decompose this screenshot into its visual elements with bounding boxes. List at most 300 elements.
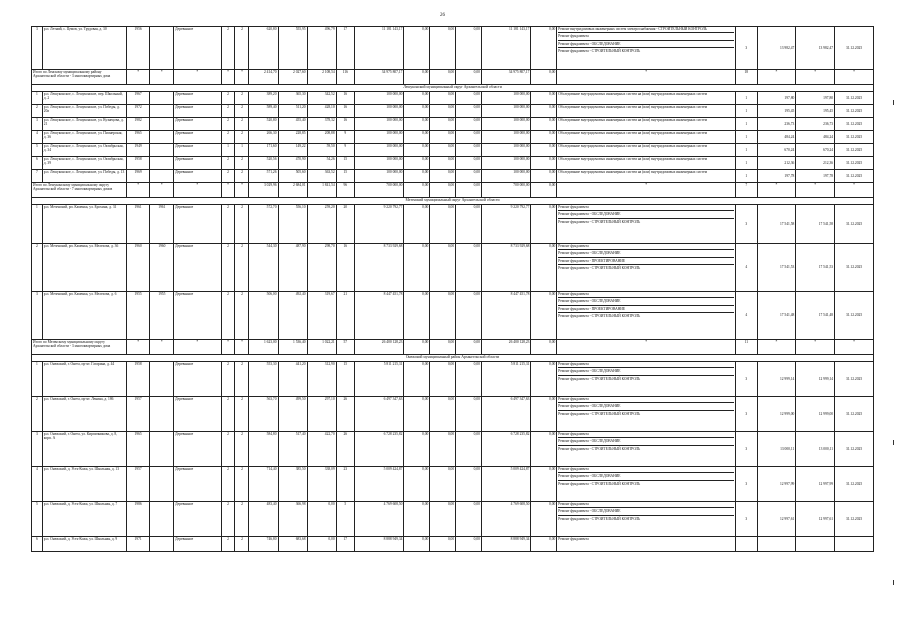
table-cell: 1958 bbox=[126, 362, 150, 397]
table-cell: 1961 bbox=[150, 205, 174, 244]
table-cell: 2 bbox=[221, 397, 235, 432]
table-cell: 3 bbox=[736, 432, 758, 467]
table-cell: 2 bbox=[221, 205, 235, 244]
table-cell: 1971 bbox=[126, 537, 150, 552]
table-cell: 6 728 235,82 bbox=[481, 432, 531, 467]
table-row bbox=[32, 205, 874, 244]
table-cell: 0,00 bbox=[456, 292, 482, 340]
table-cell: 100 000,00 bbox=[481, 105, 531, 118]
work-item: Ремонт фундамента - ОБСЛЕДОВАНИЕ bbox=[558, 369, 734, 375]
table-cell: 5 bbox=[32, 144, 43, 157]
table-cell: р.п. Лешуконское, с. Лешуконское, ул. Октябрьская, д. 34 bbox=[42, 144, 126, 157]
table-cell: 1960 bbox=[150, 244, 174, 292]
table-cell: 197,78 bbox=[757, 170, 796, 183]
table-cell: 20 bbox=[336, 205, 354, 244]
table-cell: 6 497 347,63 bbox=[354, 397, 404, 432]
table-cell: 700 000,00 bbox=[481, 183, 531, 198]
table-cell: 0,00 bbox=[531, 537, 557, 552]
table-cell: 31.12.2025 bbox=[835, 157, 874, 170]
table-cell: 5 009 424,87 bbox=[481, 467, 531, 502]
table-cell: 116 bbox=[336, 70, 354, 85]
table-cell: 0,00 bbox=[404, 118, 430, 131]
table-cell: 0,00 bbox=[531, 105, 557, 118]
table-cell: р.п. Онежский, г. Онега, пр-кт. Гагарина, д. 44 bbox=[42, 362, 126, 397]
table-cell: 195,45 bbox=[796, 105, 835, 118]
table-cell: 17 bbox=[336, 537, 354, 552]
section-header-row bbox=[32, 355, 874, 362]
table-cell: 571,26 bbox=[249, 170, 278, 183]
table-cell: 517,40 bbox=[278, 432, 307, 467]
table-row bbox=[32, 502, 874, 537]
works-cell bbox=[557, 205, 736, 244]
table-cell: Итого по Ленскому муниципальному району Архангельской области - 3 многоквартирных дома bbox=[32, 70, 127, 85]
table-cell: 171,60 bbox=[249, 144, 278, 157]
table-cell: 484,24 bbox=[757, 131, 796, 144]
table-cell: 0,00 bbox=[430, 70, 456, 85]
table-cell: 0,00 bbox=[430, 467, 456, 502]
table-cell: 6 bbox=[32, 157, 43, 170]
table-cell: 2 bbox=[221, 27, 235, 70]
table-cell: 31.12.2025 bbox=[835, 105, 874, 118]
table-cell: 11 bbox=[736, 340, 758, 355]
table-cell: 484,24 bbox=[796, 131, 835, 144]
table-cell: * bbox=[757, 183, 796, 198]
table-cell: 0,00 bbox=[531, 92, 557, 105]
work-item: Ремонт фундамента bbox=[558, 537, 589, 541]
table-cell: * bbox=[796, 340, 835, 355]
table-cell: 389,20 bbox=[249, 92, 278, 105]
table-cell bbox=[150, 170, 174, 183]
table-cell: 338,09 bbox=[307, 467, 336, 502]
table-cell: р.п. Лешуконское, с. Лешуконское, ул. Октябрьская, д. 39 bbox=[42, 157, 126, 170]
table-cell bbox=[150, 537, 174, 552]
table-cell: 4 bbox=[32, 467, 43, 502]
table-cell: 0,00 bbox=[430, 340, 456, 355]
table-cell: 1967 bbox=[126, 92, 150, 105]
table-cell: * bbox=[835, 70, 874, 85]
table-cell: 1956 bbox=[126, 27, 150, 70]
table-cell: р.п. Мезенский, рп. Каменка, ул. Ерохина, д. 31 bbox=[42, 205, 126, 244]
table-cell: * bbox=[235, 70, 249, 85]
table-cell: 266,30 bbox=[249, 131, 278, 144]
table-cell: 197,80 bbox=[757, 92, 796, 105]
table-cell bbox=[150, 467, 174, 502]
table-cell: Деревянное bbox=[174, 537, 221, 552]
table-cell: 100 000,00 bbox=[481, 157, 531, 170]
table-cell: 1965 bbox=[126, 432, 150, 467]
table-cell: 17 541,58 bbox=[757, 205, 796, 244]
total-row bbox=[32, 70, 874, 85]
table-cell: 26 bbox=[336, 397, 354, 432]
table-cell: Деревянное bbox=[174, 292, 221, 340]
table-cell: р.п. Лешуконское, с. Лешуконское, ул. Кузнецова, д. 21 bbox=[42, 118, 126, 131]
table-cell: 0,00 bbox=[531, 467, 557, 502]
table-cell: 195,45 bbox=[757, 105, 796, 118]
table-cell: 0,00 bbox=[404, 70, 430, 85]
table-cell: 12 997,99 bbox=[757, 467, 796, 502]
table-cell: Деревянное bbox=[174, 144, 221, 157]
register-table bbox=[31, 26, 874, 552]
table-cell: * bbox=[757, 340, 796, 355]
table-cell: 0,00 bbox=[531, 244, 557, 292]
table-cell bbox=[150, 118, 174, 131]
table-cell: 0,00 bbox=[404, 467, 430, 502]
table-cell: 1 bbox=[32, 92, 43, 105]
table-cell: 100 000,00 bbox=[354, 92, 404, 105]
table-cell: 1 841,54 bbox=[307, 183, 336, 198]
works-cell bbox=[557, 362, 736, 397]
table-cell: 492,40 bbox=[278, 292, 307, 340]
table-cell: 0,00 bbox=[456, 170, 482, 183]
table-cell: р.п. Онежский, д. Усть-Кожа, ул. Школьная, д. 7 bbox=[42, 502, 126, 537]
table-cell: 1 bbox=[32, 362, 43, 397]
work-item: Ремонт фундамента bbox=[558, 397, 734, 403]
table-cell: 511,20 bbox=[278, 105, 307, 118]
table-cell: 2 bbox=[235, 537, 249, 552]
table-cell: Обследование внутридомовых инженерных систем на (или) внутридомовых инженерных систем bbox=[557, 105, 736, 118]
table-cell: Деревянное bbox=[174, 397, 221, 432]
table-cell: * bbox=[150, 340, 174, 355]
table-cell: 670,24 bbox=[757, 144, 796, 157]
margin-mark bbox=[893, 440, 894, 445]
work-item: Ремонт фундамента - ПРОЕКТИРОВАНИЕ bbox=[558, 307, 734, 313]
table-cell: 1 022,21 bbox=[307, 340, 336, 355]
table-cell: 3 bbox=[32, 432, 43, 467]
table-cell: 17 541,48 bbox=[757, 292, 796, 340]
table-cell: 197,80 bbox=[796, 92, 835, 105]
table-cell: 378,32 bbox=[307, 118, 336, 131]
table-cell: Итого по Лешуконскому муниципальному округу Архангельской области - 7 многоквартирных домов bbox=[32, 183, 127, 198]
table-cell: 8 447 451,78 bbox=[354, 292, 404, 340]
table-cell: 9 bbox=[336, 131, 354, 144]
register-body bbox=[32, 27, 874, 552]
table-cell: * bbox=[835, 183, 874, 198]
table-cell: 0,00 bbox=[430, 118, 456, 131]
table-cell: 12 997,99 bbox=[796, 467, 835, 502]
table-cell: 0,00 bbox=[531, 340, 557, 355]
table-cell: 4 769 608,50 bbox=[354, 502, 404, 537]
table-cell: 0,00 bbox=[531, 432, 557, 467]
table-cell: 0,00 bbox=[430, 432, 456, 467]
table-cell: 2 bbox=[32, 397, 43, 432]
table-cell: 100 000,00 bbox=[481, 118, 531, 131]
table-cell bbox=[757, 537, 796, 552]
table-cell: 520,80 bbox=[249, 118, 278, 131]
table-cell: 31.12.2025 bbox=[835, 170, 874, 183]
table-cell: 2 bbox=[235, 170, 249, 183]
table-cell: 31.12.2025 bbox=[835, 92, 874, 105]
table-cell: 470,90 bbox=[278, 157, 307, 170]
table-cell: 714,40 bbox=[249, 467, 278, 502]
table-cell: 0,00 bbox=[456, 183, 482, 198]
table-cell: 506,00 bbox=[249, 292, 278, 340]
work-item: Ремонт фундамента - ОБСЛЕДОВАНИЕ bbox=[558, 509, 734, 515]
table-cell: 0,00 bbox=[430, 244, 456, 292]
table-cell: 0,00 bbox=[307, 502, 336, 537]
work-item: Ремонт фундамента bbox=[558, 502, 734, 508]
table-cell: 319,67 bbox=[307, 292, 336, 340]
table-cell: 23 bbox=[336, 467, 354, 502]
table-cell: р.п. Лешуконское, с. Лешуконское, пер. Школьный, д. 2 bbox=[42, 92, 126, 105]
work-item: Ремонт фундамента - СТРОИТЕЛЬНЫЙ КОНТРОЛЬ bbox=[558, 266, 641, 271]
table-cell: * bbox=[235, 340, 249, 355]
table-cell bbox=[150, 157, 174, 170]
table-cell: 13 982,47 bbox=[757, 27, 796, 70]
table-cell: 0,00 bbox=[430, 502, 456, 537]
table-cell: 1958 bbox=[126, 157, 150, 170]
table-cell: 365,30 bbox=[278, 92, 307, 105]
table-cell: 2 bbox=[221, 432, 235, 467]
table-cell: 0,00 bbox=[456, 27, 482, 70]
table-row bbox=[32, 105, 874, 118]
table-cell: 2 bbox=[221, 362, 235, 397]
table-cell: * bbox=[757, 70, 796, 85]
works-cell bbox=[557, 502, 736, 537]
table-cell: 298,70 bbox=[307, 244, 336, 292]
table-cell: 746,80 bbox=[249, 537, 278, 552]
table-cell: 1 bbox=[221, 144, 235, 157]
table-cell: 2 bbox=[221, 244, 235, 292]
table-cell: 2 bbox=[221, 292, 235, 340]
table-cell: р.п. Лешуконское, с. Лешуконское, ул. Победы, д. 20а bbox=[42, 105, 126, 118]
table-cell: 0,00 bbox=[404, 432, 430, 467]
table-cell: 212,36 bbox=[796, 157, 835, 170]
table-cell: 3 bbox=[736, 467, 758, 502]
table-cell: 197,78 bbox=[796, 170, 835, 183]
table-cell: 2 bbox=[235, 432, 249, 467]
table-cell: 236,73 bbox=[796, 118, 835, 131]
table-cell: 0,00 bbox=[430, 205, 456, 244]
table-cell: 7 bbox=[32, 170, 43, 183]
work-item: Ремонт фундамента - ОБСЛЕДОВАНИЕ bbox=[558, 42, 734, 48]
table-cell: 0,00 bbox=[531, 362, 557, 397]
table-cell: 2 108,54 bbox=[307, 70, 336, 85]
table-cell: Деревянное bbox=[174, 27, 221, 70]
table-cell: 2 414,70 bbox=[249, 70, 278, 85]
table-cell: 496,79 bbox=[307, 27, 336, 70]
table-cell: 212,36 bbox=[757, 157, 796, 170]
table-cell: 3 bbox=[32, 118, 43, 131]
table-cell: 100 000,00 bbox=[354, 157, 404, 170]
table-cell: 3 bbox=[736, 362, 758, 397]
table-cell: 700 000,00 bbox=[354, 183, 404, 198]
table-cell: 12 999,14 bbox=[757, 362, 796, 397]
table-cell: 0,00 bbox=[531, 170, 557, 183]
table-cell: 15 bbox=[336, 157, 354, 170]
work-item: Ремонт фундамента - СТРОИТЕЛЬНЫЙ КОНТРОЛЬ bbox=[558, 411, 641, 416]
table-cell: 0,00 bbox=[404, 502, 430, 537]
table-cell: 31.12.2025 bbox=[835, 131, 874, 144]
table-cell: 0,00 bbox=[404, 131, 430, 144]
table-cell: 4 769 608,50 bbox=[481, 502, 531, 537]
work-item: Ремонт фундамента - ПРОЕКТИРОВАНИЕ bbox=[558, 259, 734, 265]
table-cell: 17 541,53 bbox=[796, 244, 835, 292]
table-cell: р.п. Онежский, г. Онега, пр-кт. Ленина, д. 186 bbox=[42, 397, 126, 432]
table-cell: 0,00 bbox=[531, 70, 557, 85]
table-cell: * bbox=[235, 183, 249, 198]
table-cell: 0,00 bbox=[404, 27, 430, 70]
table-cell: 0,00 bbox=[404, 157, 430, 170]
table-row bbox=[32, 131, 874, 144]
table-cell: 544,30 bbox=[249, 244, 278, 292]
table-cell: * bbox=[557, 70, 736, 85]
table-cell: 1986 bbox=[126, 502, 150, 537]
table-cell: 1949 bbox=[126, 144, 150, 157]
table-row bbox=[32, 537, 874, 552]
table-cell: 5 bbox=[32, 502, 43, 537]
table-cell: 100 000,00 bbox=[354, 131, 404, 144]
table-row bbox=[32, 397, 874, 432]
table-cell: 100 000,00 bbox=[481, 170, 531, 183]
table-cell: 0,00 bbox=[456, 244, 482, 292]
work-item: Ремонт фундамента - СТРОИТЕЛЬНЫЙ КОНТРОЛЬ bbox=[558, 481, 641, 486]
table-cell: 31.12.2025 bbox=[835, 467, 874, 502]
table-cell: Деревянное bbox=[174, 92, 221, 105]
table-cell: 2 bbox=[32, 244, 43, 292]
table-cell: 17 bbox=[336, 27, 354, 70]
table-cell: 1 bbox=[736, 144, 758, 157]
table-cell: Онежский муниципальный район Архангельской области bbox=[32, 355, 874, 362]
table-cell: 2 bbox=[221, 92, 235, 105]
table-cell: 100 000,00 bbox=[481, 131, 531, 144]
table-cell: 54,26 bbox=[307, 157, 336, 170]
table-cell: * bbox=[221, 183, 235, 198]
table-cell bbox=[835, 537, 874, 552]
table-cell: 31.12.2025 bbox=[835, 244, 874, 292]
table-cell: 0,00 bbox=[456, 70, 482, 85]
table-row bbox=[32, 244, 874, 292]
table-cell: 0,00 bbox=[531, 144, 557, 157]
table-cell: 15 bbox=[336, 362, 354, 397]
table-cell: 0,00 bbox=[404, 244, 430, 292]
table-cell bbox=[796, 537, 835, 552]
table-cell: 1960 bbox=[126, 244, 150, 292]
table-cell: 1969 bbox=[126, 170, 150, 183]
table-cell: 11 181 143,17 bbox=[354, 27, 404, 70]
table-cell: 553,30 bbox=[249, 362, 278, 397]
table-cell: 0,00 bbox=[404, 105, 430, 118]
table-cell: * bbox=[150, 183, 174, 198]
table-cell: 441,20 bbox=[278, 362, 307, 397]
table-cell: 8 888 949,34 bbox=[481, 537, 531, 552]
work-item: Ремонт фундамента - ОБСЛЕДОВАНИЕ bbox=[558, 251, 734, 257]
work-item: Ремонт фундамента - ОБСЛЕДОВАНИЕ bbox=[558, 212, 734, 218]
table-cell: 2 bbox=[235, 131, 249, 144]
table-cell bbox=[150, 92, 174, 105]
table-cell: 9 220 792,77 bbox=[481, 205, 531, 244]
table-cell: 2 bbox=[235, 467, 249, 502]
work-item: Ремонт фундамента - СТРОИТЕЛЬНЫЙ КОНТРОЛЬ bbox=[558, 376, 641, 381]
table-cell: 26 bbox=[336, 432, 354, 467]
table-cell: * bbox=[150, 70, 174, 85]
table-cell bbox=[150, 105, 174, 118]
table-cell: * bbox=[126, 70, 150, 85]
table-cell: * bbox=[174, 70, 221, 85]
table-cell: 428,10 bbox=[307, 105, 336, 118]
table-cell: 259,20 bbox=[307, 205, 336, 244]
page-number: 26 bbox=[440, 13, 445, 18]
table-cell: р.п. Онежский, д. Усть-Кожа, ул. Школьная, д. 9 bbox=[42, 537, 126, 552]
table-cell: 505,60 bbox=[278, 170, 307, 183]
table-cell: 0,00 bbox=[456, 131, 482, 144]
table-cell: 487,90 bbox=[278, 244, 307, 292]
table-cell bbox=[150, 502, 174, 537]
table-cell: Обследование внутридомовых инженерных систем на (или) внутридомовых инженерных систем bbox=[557, 157, 736, 170]
table-cell: 96 bbox=[336, 183, 354, 198]
works-cell bbox=[557, 432, 736, 467]
table-cell: 683,68 bbox=[278, 537, 307, 552]
table-cell: 0,00 bbox=[404, 205, 430, 244]
table-cell: 12 999,14 bbox=[796, 362, 835, 397]
table-cell: 422,70 bbox=[307, 432, 336, 467]
table-cell: 0,00 bbox=[404, 170, 430, 183]
table-cell: 0,00 bbox=[430, 170, 456, 183]
table-cell: 208,88 bbox=[307, 131, 336, 144]
table-cell: 520,56 bbox=[249, 157, 278, 170]
table-cell: 3 bbox=[736, 205, 758, 244]
table-cell: 0,00 bbox=[456, 397, 482, 432]
table-cell: 31.12.2025 bbox=[835, 432, 874, 467]
table-cell: 4 bbox=[736, 244, 758, 292]
table-cell: 1 bbox=[736, 105, 758, 118]
table-cell: 2 bbox=[235, 502, 249, 537]
table-cell: 34 975 807,17 bbox=[354, 70, 404, 85]
table-cell: 2 bbox=[221, 502, 235, 537]
table-cell: Деревянное bbox=[174, 467, 221, 502]
work-item: Ремонт фундамента bbox=[558, 467, 734, 473]
table-cell: 1957 bbox=[126, 467, 150, 502]
table-cell: 2 bbox=[221, 131, 235, 144]
table-cell: 0,00 bbox=[456, 432, 482, 467]
table-cell: 0,00 bbox=[430, 92, 456, 105]
table-cell: 1965 bbox=[126, 131, 150, 144]
table-cell bbox=[150, 397, 174, 432]
table-row bbox=[32, 144, 874, 157]
table-cell: Деревянное bbox=[174, 205, 221, 244]
table-cell: 100 000,00 bbox=[354, 118, 404, 131]
table-cell: 0,00 bbox=[430, 183, 456, 198]
table-cell: 3 bbox=[32, 27, 43, 70]
table-cell: 2 bbox=[235, 118, 249, 131]
table-cell: 572,70 bbox=[249, 205, 278, 244]
table-cell: 6 497 347,63 bbox=[481, 397, 531, 432]
table-cell: 2 027,60 bbox=[278, 70, 307, 85]
table-cell: 563,70 bbox=[249, 397, 278, 432]
table-cell: 31.12.2025 bbox=[835, 292, 874, 340]
table-cell: 0,00 bbox=[404, 397, 430, 432]
table-cell: 13 982,47 bbox=[796, 27, 835, 70]
table-cell: р.п. Летний, с. Цемов, ул. Трудовая, д. 30 bbox=[42, 27, 126, 70]
table-cell: Деревянное bbox=[174, 502, 221, 537]
table-cell: 100 000,00 bbox=[481, 144, 531, 157]
table-cell: 31.12.2025 bbox=[835, 362, 874, 397]
table-cell: 363,52 bbox=[307, 170, 336, 183]
work-item: Ремонт фундамента bbox=[558, 244, 734, 250]
work-item: Ремонт фундамента bbox=[558, 292, 734, 298]
table-cell: 8 733 929,68 bbox=[354, 244, 404, 292]
table-cell: 2 bbox=[235, 105, 249, 118]
table-cell: 149,22 bbox=[278, 144, 307, 157]
table-cell: Обследование внутридомовых инженерных систем на (или) внутридомовых инженерных систем bbox=[557, 170, 736, 183]
table-cell: * bbox=[174, 340, 221, 355]
table-cell: Итого по Мезенскому муниципальному округу Архангельской области - 3 многоквартирных дома bbox=[32, 340, 127, 355]
table-cell: 297,10 bbox=[307, 397, 336, 432]
table-cell: 17 541,53 bbox=[757, 244, 796, 292]
table-cell: * bbox=[126, 183, 150, 198]
table-cell: 2 bbox=[221, 157, 235, 170]
table-cell: 3 bbox=[736, 502, 758, 537]
margin-mark bbox=[893, 580, 894, 585]
